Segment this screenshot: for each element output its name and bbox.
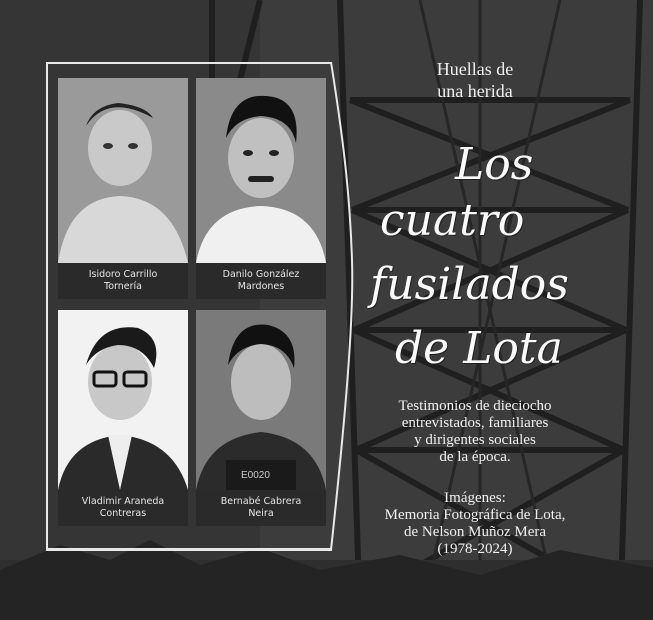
caption-subtitle: Mardones (237, 281, 285, 292)
caption-danilo-gonzalez (196, 263, 326, 299)
caption-subtitle: Tornería (104, 281, 142, 292)
svg-text:E0020: E0020 (241, 470, 270, 481)
credits-line: de Nelson Muñoz Mera (403, 524, 547, 540)
caption-vladimir-araneda (58, 490, 188, 526)
caption-bernabe-cabrera (196, 490, 326, 526)
caption-name: Bernabé Cabrera (220, 496, 302, 507)
credits-line: Memoria Fotográfica de Lota, (384, 507, 566, 523)
credits (350, 490, 600, 558)
title-line-2: cuatro (380, 195, 525, 246)
description-line: y dirigentes sociales (414, 432, 536, 448)
description-line: de la época. (439, 449, 511, 465)
description (350, 398, 600, 466)
credits-line: Imágenes: (444, 490, 506, 506)
caption-name: Danilo González (222, 269, 300, 280)
credits-line: (1978-2024) (437, 541, 513, 557)
title-line-4: de Lota (395, 323, 563, 374)
subtitle-line: Huellas de (436, 59, 514, 79)
description-line: Testimonios de dieciocho (398, 398, 552, 414)
photo-bernabe-cabrera (196, 310, 326, 490)
photo-vladimir-araneda (58, 310, 188, 490)
caption-subtitle: Contreras (99, 508, 147, 519)
photo-danilo-gonzalez (196, 78, 326, 263)
caption-name: Vladimir Araneda (81, 496, 165, 507)
description-line: entrevistados, familiares (401, 415, 549, 431)
caption-name: Isidoro Carrillo (88, 269, 158, 280)
subtitle (395, 58, 555, 102)
subtitle-line: una herida (437, 81, 513, 101)
title-line-3: fusilados (370, 259, 569, 310)
title-line-1: Los (455, 139, 534, 190)
photo-isidoro-carrillo (58, 78, 188, 263)
caption-subtitle: Neira (248, 508, 274, 519)
caption-isidoro-carrillo (58, 263, 188, 299)
